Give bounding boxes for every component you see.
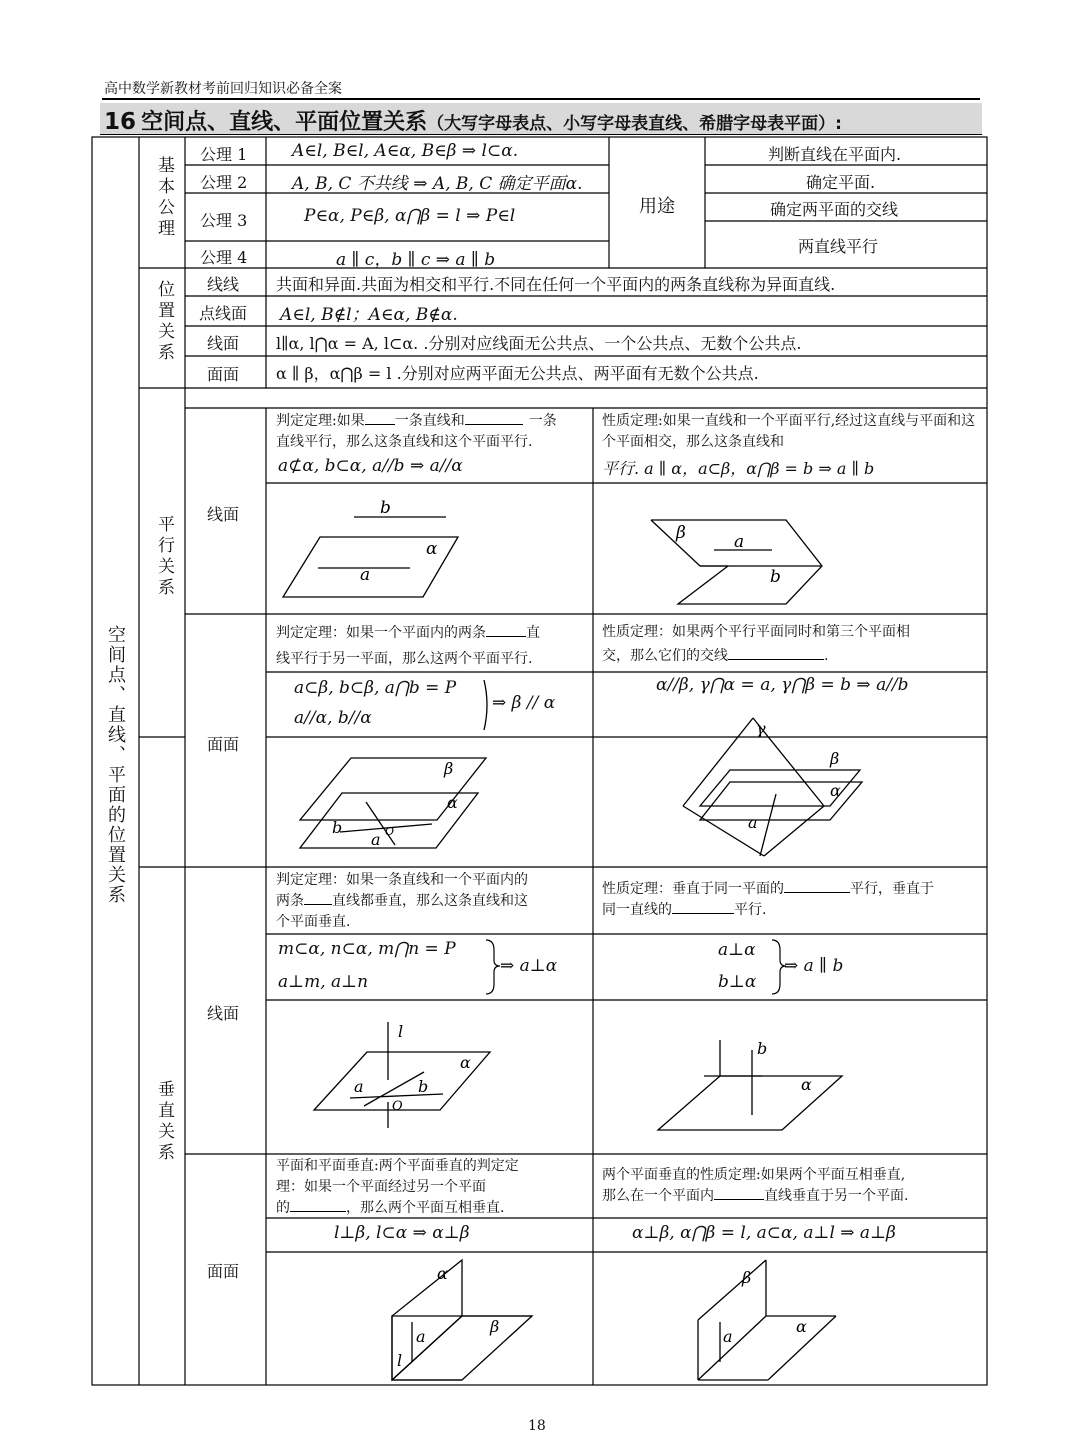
fig-label: α [796, 1317, 807, 1336]
parallel-pp-judge-math3: ⇒ β // α [492, 693, 556, 713]
perp-plane-plane-label: 面面 [207, 1262, 240, 1281]
fig-label: l [397, 1351, 403, 1370]
fig-label: β [490, 1317, 500, 1336]
basic-axioms-label: 基本公理 [154, 156, 174, 240]
perp-lp-judge-a: 判定定理：如果一条直线和一个平面内的 [276, 872, 528, 888]
pos-plane-plane-name: 面面 [207, 365, 240, 384]
parallel-pp-prop-b: 交，那么它们的交线 [602, 648, 728, 664]
perp-lp-judge-b: 两条 [276, 893, 304, 909]
fig-label: a [354, 1077, 364, 1096]
perp-lp-judge-math3: ⇒ a⊥α [500, 956, 558, 976]
pos-line-line-name: 线线 [207, 275, 240, 294]
axiom-2-content: A, B, C 不共线 ⇒ A, B, C 确定平面α. [292, 174, 583, 194]
parallel-pp-judge-math1: a⊂β, b⊂β, a⋂b = P [294, 678, 457, 698]
axiom-1-content: A∈l, B∈l, A∈α, B∈β ⇒ l⊂α. [292, 141, 519, 161]
perp-line-plane-label: 线面 [207, 1004, 240, 1023]
usage-label: 用途 [639, 196, 675, 217]
fig-label: α [830, 781, 841, 800]
perp-lp-prop-c: 同一直线的 [602, 902, 672, 918]
fig-label: β [742, 1268, 752, 1287]
axiom-4-name: 公理 4 [200, 248, 248, 267]
axiom-4-content: a ∥ c，b ∥ c ⇒ a ∥ b [336, 250, 496, 270]
left-column-label: 空间点、直线、平面的位置关系 [105, 625, 126, 905]
perp-pp-judge-a: 平面和平面垂直:两个平面垂直的判定定 [276, 1158, 519, 1174]
parallel-lp-prop-math: 平行. a ∥ α，a⊂β，α⋂β = b ⇒ a ∥ b [602, 459, 875, 478]
pos-line-plane-content: l∥α, l⋂α = A, l⊂α. .分别对应线面无公共点、一个公共点、无数个公共点. [276, 334, 802, 353]
fig-label: α [460, 1053, 471, 1072]
perp-lp-judge-c: 直线都垂直，那么这条直线和这 [332, 893, 528, 909]
fig-label: β [444, 759, 454, 778]
page-number: 18 [528, 1418, 546, 1434]
parallel-lp-judge-math: a⊄α, b⊂α, a//b ⇒ a//α [278, 456, 463, 476]
perp-pp-prop-b: 那么在一个平面内 [602, 1188, 714, 1204]
fig-label: a [734, 532, 745, 552]
fig-label: O [392, 1099, 403, 1114]
parallel-plane-plane-label: 面面 [207, 735, 240, 754]
fig-label: O [385, 825, 395, 838]
parallel-line-plane-label: 线面 [207, 505, 240, 524]
perp-pp-judge-c: 的 [276, 1200, 290, 1216]
perp-lp-prop-b: 平行，垂直于 [850, 881, 934, 897]
parallel-lp-judge-c: 一条 [528, 413, 557, 429]
perp-lp-prop-math3: ⇒ a ∥ b [784, 956, 844, 976]
fig-label: α [426, 539, 438, 559]
parallel-lp-judge-b: 一条直线和 [394, 413, 465, 429]
fig-label: α [801, 1075, 812, 1094]
parallel-pp-judge-b: 直 [526, 625, 540, 641]
fig-label: a [360, 565, 371, 585]
perp-lp-prop-d: 平行. [734, 902, 767, 918]
perp-lp-judge-d: 个平面垂直. [276, 914, 351, 930]
fig-label: a [723, 1327, 733, 1346]
perp-pp-judge-b: 理：如果一个平面经过另一个平面 [276, 1179, 486, 1195]
usage-4: 两直线平行 [798, 237, 879, 256]
axiom-3-content: P∈α, P∈β, α⋂β = l ⇒ P∈l [304, 206, 516, 226]
perp-pp-prop-c: 直线垂直于另一个平面. [764, 1188, 909, 1204]
fig-label: γ [756, 719, 766, 738]
parallel-pp-judge-c: 线平行于另一平面，那么这两个平面平行. [276, 651, 533, 667]
axiom-2-name: 公理 2 [200, 173, 248, 192]
parallel-lp-prop: 性质定理:如果一直线和一个平面平行,经过这直线与平面和这个平面相交，那么这条直线和 [602, 413, 976, 450]
perpendicular-label: 垂直关系 [154, 1080, 174, 1164]
fig-label: l [398, 1022, 404, 1041]
section-number: 16 [104, 109, 137, 135]
parallel-pp-judge-math2: a//α, b//α [294, 708, 372, 728]
parallel-pp-prop-math: α//β, γ⋂α = a, γ⋂β = b ⇒ a//b [656, 675, 909, 695]
parallel-label: 平行关系 [154, 515, 174, 599]
pos-plane-plane-content: α ∥ β，α⋂β = l .分别对应两平面无公共点、两平面有无数个公共点. [276, 364, 759, 383]
fig-label: b [332, 818, 343, 837]
parallel-pp-prop-end: . [824, 648, 829, 664]
fig-label: a [748, 813, 758, 832]
perp-pp-judge-d: ，那么两个平面互相垂直. [346, 1200, 505, 1216]
fig-label: α [437, 1264, 448, 1283]
fig-label: β [830, 749, 840, 768]
perp-lp-prop-math1: a⊥α [718, 940, 756, 960]
section-title: 空间点、直线、平面位置关系 [141, 110, 428, 135]
perp-pp-prop-a: 两个平面垂直的性质定理:如果两个平面互相垂直, [602, 1167, 906, 1183]
parallel-lp-judge-d: 直线平行，那么这条直线和这个平面平行. [276, 434, 533, 450]
parallel-pp-judge-a: 判定定理：如果一个平面内的两条 [276, 625, 486, 641]
axiom-1-name: 公理 1 [200, 145, 248, 164]
parallel-pp-prop-a: 性质定理：如果两个平行平面同时和第三个平面相 [602, 624, 910, 640]
fig-label: α [447, 793, 458, 812]
parallel-lp-judge-a: 判定定理:如果 [276, 413, 365, 429]
fig-label: a [371, 830, 381, 849]
usage-3: 确定两平面的交线 [770, 200, 899, 219]
perp-lp-prop-a: 性质定理：垂直于同一平面的 [602, 881, 784, 897]
fig-label: b [418, 1077, 429, 1096]
perp-lp-judge-math2: a⊥m, a⊥n [278, 972, 369, 992]
pos-line-line-content: 共面和异面.共面为相交和平行.不同在任何一个平面内的两条直线称为异面直线. [276, 275, 836, 294]
usage-1: 判断直线在平面内. [768, 145, 902, 164]
perp-lp-judge-math1: m⊂α, n⊂α, m⋂n = P [278, 939, 456, 959]
pos-line-plane-name: 线面 [207, 334, 240, 353]
fig-label: b [380, 498, 391, 518]
fig-label: a [416, 1327, 426, 1346]
running-header: 高中数学新教材考前回归知识必备全案 [104, 81, 342, 97]
pos-point-name: 点线面 [199, 304, 248, 323]
perp-pp-judge-math: l⊥β, l⊂α ⇒ α⊥β [334, 1223, 470, 1243]
perp-pp-prop-math: α⊥β, α⋂β = l, a⊂α, a⊥l ⇒ a⊥β [632, 1223, 896, 1243]
axiom-3-name: 公理 3 [200, 211, 248, 230]
section-title-note: （大写字母表点、小写字母表直线、希腊字母表平面）: [427, 114, 842, 134]
fig-label: b [757, 1039, 768, 1058]
pos-point-content: A∈l, B∉l；A∈α, B∉α. [280, 305, 458, 325]
usage-2: 确定平面. [806, 173, 876, 192]
perp-lp-prop-math2: b⊥α [718, 972, 757, 992]
positions-label: 位置关系 [154, 280, 174, 364]
fig-label: β [676, 523, 686, 543]
fig-label: b [770, 567, 781, 587]
